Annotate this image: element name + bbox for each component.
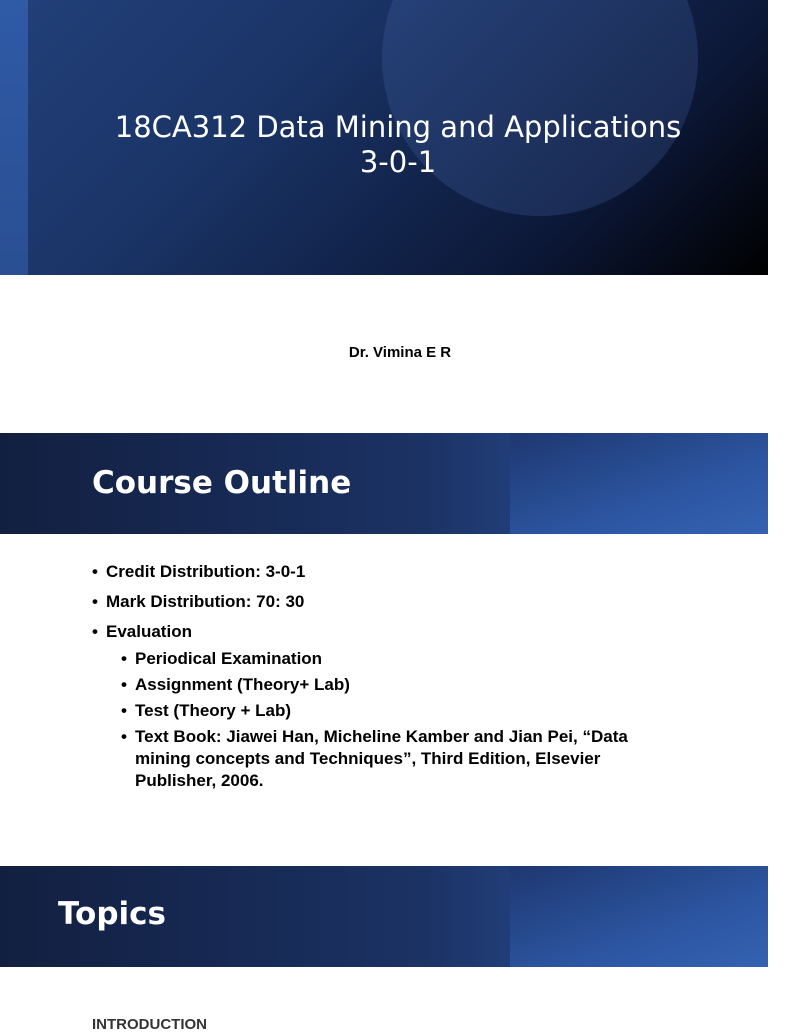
- slide-title: [28, 110, 768, 180]
- decorative-circle: [382, 0, 698, 216]
- author-name: Dr. Vimina E R: [348, 344, 452, 361]
- topics-first-item: INTRODUCTION: [92, 1016, 207, 1033]
- course-outline-banner: [0, 433, 768, 534]
- sub-list-item: • Assignment (Theory+ Lab): [121, 674, 675, 696]
- sub-list-item: • Periodical Examination: [121, 648, 675, 670]
- list-item: • Mark Distribution: 70: 30: [92, 591, 692, 613]
- topics-title: Topics: [58, 896, 166, 932]
- course-outline-list: [92, 561, 692, 796]
- course-outline-title: Course Outline: [92, 465, 352, 501]
- banner-right-panel: [510, 866, 768, 967]
- topics-banner: [0, 866, 768, 967]
- title-slide-banner: [0, 0, 768, 275]
- title-line-2: 3-0-1: [359, 145, 437, 179]
- title-line-1: 18CA312 Data Mining and Applications: [114, 110, 682, 144]
- sub-list-item: • Text Book: Jiawei Han, Micheline Kamber and Jian Pei, “Data mining concepts and Techniques”, Third Edition, Elsevier Publisher, 2006.: [121, 726, 675, 792]
- banner-right-panel: [510, 433, 768, 534]
- sub-list-item: • Test (Theory + Lab): [121, 700, 675, 722]
- left-accent-stripe: [0, 0, 28, 275]
- list-item: • Credit Distribution: 3-0-1: [92, 561, 692, 583]
- list-item: • Evaluation: [92, 621, 692, 643]
